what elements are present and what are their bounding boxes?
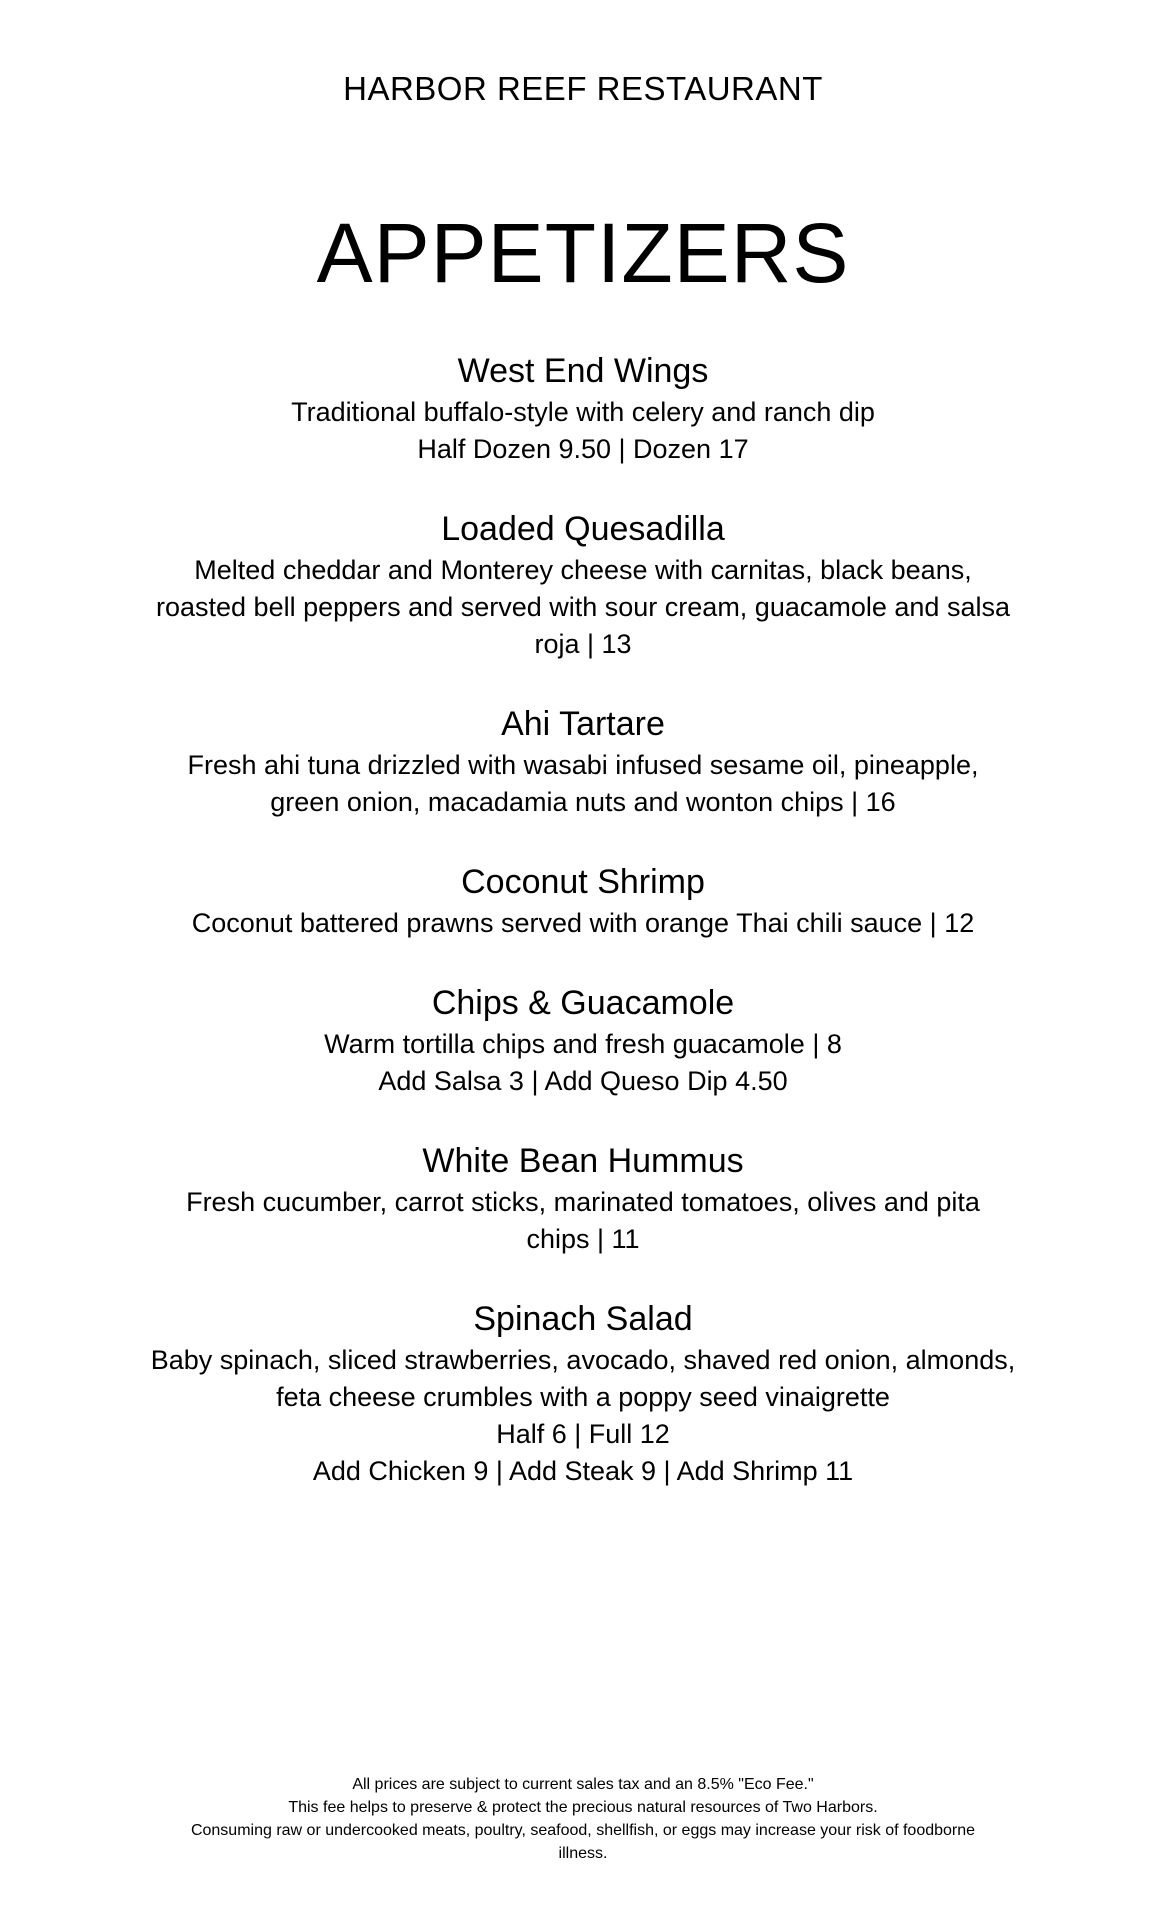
- menu-item-description: green onion, macadamia nuts and wonton chips | 16: [270, 787, 896, 817]
- restaurant-name: HARBOR REEF RESTAURANT: [343, 70, 823, 107]
- menu-item-addons: Add Salsa 3 | Add Queso Dip 4.50: [378, 1066, 788, 1096]
- menu-item: [0, 508, 1166, 663]
- menu-item-price: chips | 11: [526, 1224, 640, 1254]
- menu-item-description: Melted cheddar and Monterey cheese with carnitas, black beans,: [194, 555, 972, 585]
- menu-item-name: Coconut Shrimp: [461, 863, 705, 901]
- menu-list: [0, 350, 1166, 1530]
- menu-item-price: Half Dozen 9.50 | Dozen 17: [417, 434, 749, 464]
- menu-item-description: Fresh ahi tuna drizzled with wasabi infused sesame oil, pineapple,: [187, 750, 979, 780]
- menu-item-description: Baby spinach, sliced strawberries, avocado, shaved red onion, almonds,: [150, 1345, 1016, 1375]
- menu-item-description: roasted bell peppers and served with sour cream, guacamole and salsa: [156, 592, 1010, 622]
- footer-tax-note: All prices are subject to current sales tax and an 8.5% "Eco Fee.": [352, 1776, 814, 1793]
- menu-item: [0, 703, 1166, 821]
- menu-item-name: Chips & Guacamole: [431, 984, 735, 1022]
- footer-eco-fee-note: This fee helps to preserve & protect the precious natural resources of Two Harbors.: [288, 1799, 878, 1816]
- menu-item-description: Warm tortilla chips and fresh guacamole | 8: [324, 1029, 842, 1059]
- footer-health-warning-cont: illness.: [558, 1845, 608, 1862]
- menu-item: [0, 1140, 1166, 1258]
- section-title: APPETIZERS: [316, 206, 850, 300]
- menu-item: [0, 982, 1166, 1100]
- menu-item-description: Traditional buffalo-style with celery and ranch dip: [291, 397, 875, 427]
- menu-item-price: roja | 13: [534, 629, 632, 659]
- menu-item-description: Coconut battered prawns served with orange Thai chili sauce | 12: [191, 908, 975, 938]
- menu-item: [0, 1298, 1166, 1490]
- menu-item-name: Loaded Quesadilla: [441, 510, 725, 548]
- menu-item-addons: Add Chicken 9 | Add Steak 9 | Add Shrimp 11: [312, 1456, 854, 1486]
- menu-item-name: Spinach Salad: [473, 1300, 693, 1338]
- menu-item-price: Half 6 | Full 12: [496, 1419, 670, 1449]
- footer-disclaimer: [0, 1773, 1166, 1865]
- menu-item: [0, 350, 1166, 468]
- menu-item-name: West End Wings: [457, 352, 709, 390]
- menu-item-description: Fresh cucumber, carrot sticks, marinated tomatoes, olives and pita: [186, 1187, 980, 1217]
- menu-item-description: feta cheese crumbles with a poppy seed vinaigrette: [276, 1382, 890, 1412]
- menu-item-name: White Bean Hummus: [422, 1142, 744, 1180]
- menu-item-name: Ahi Tartare: [501, 705, 665, 743]
- menu-item: [0, 861, 1166, 942]
- footer-health-warning: Consuming raw or undercooked meats, poultry, seafood, shellfish, or eggs may increase your risk of foodborne: [190, 1822, 976, 1839]
